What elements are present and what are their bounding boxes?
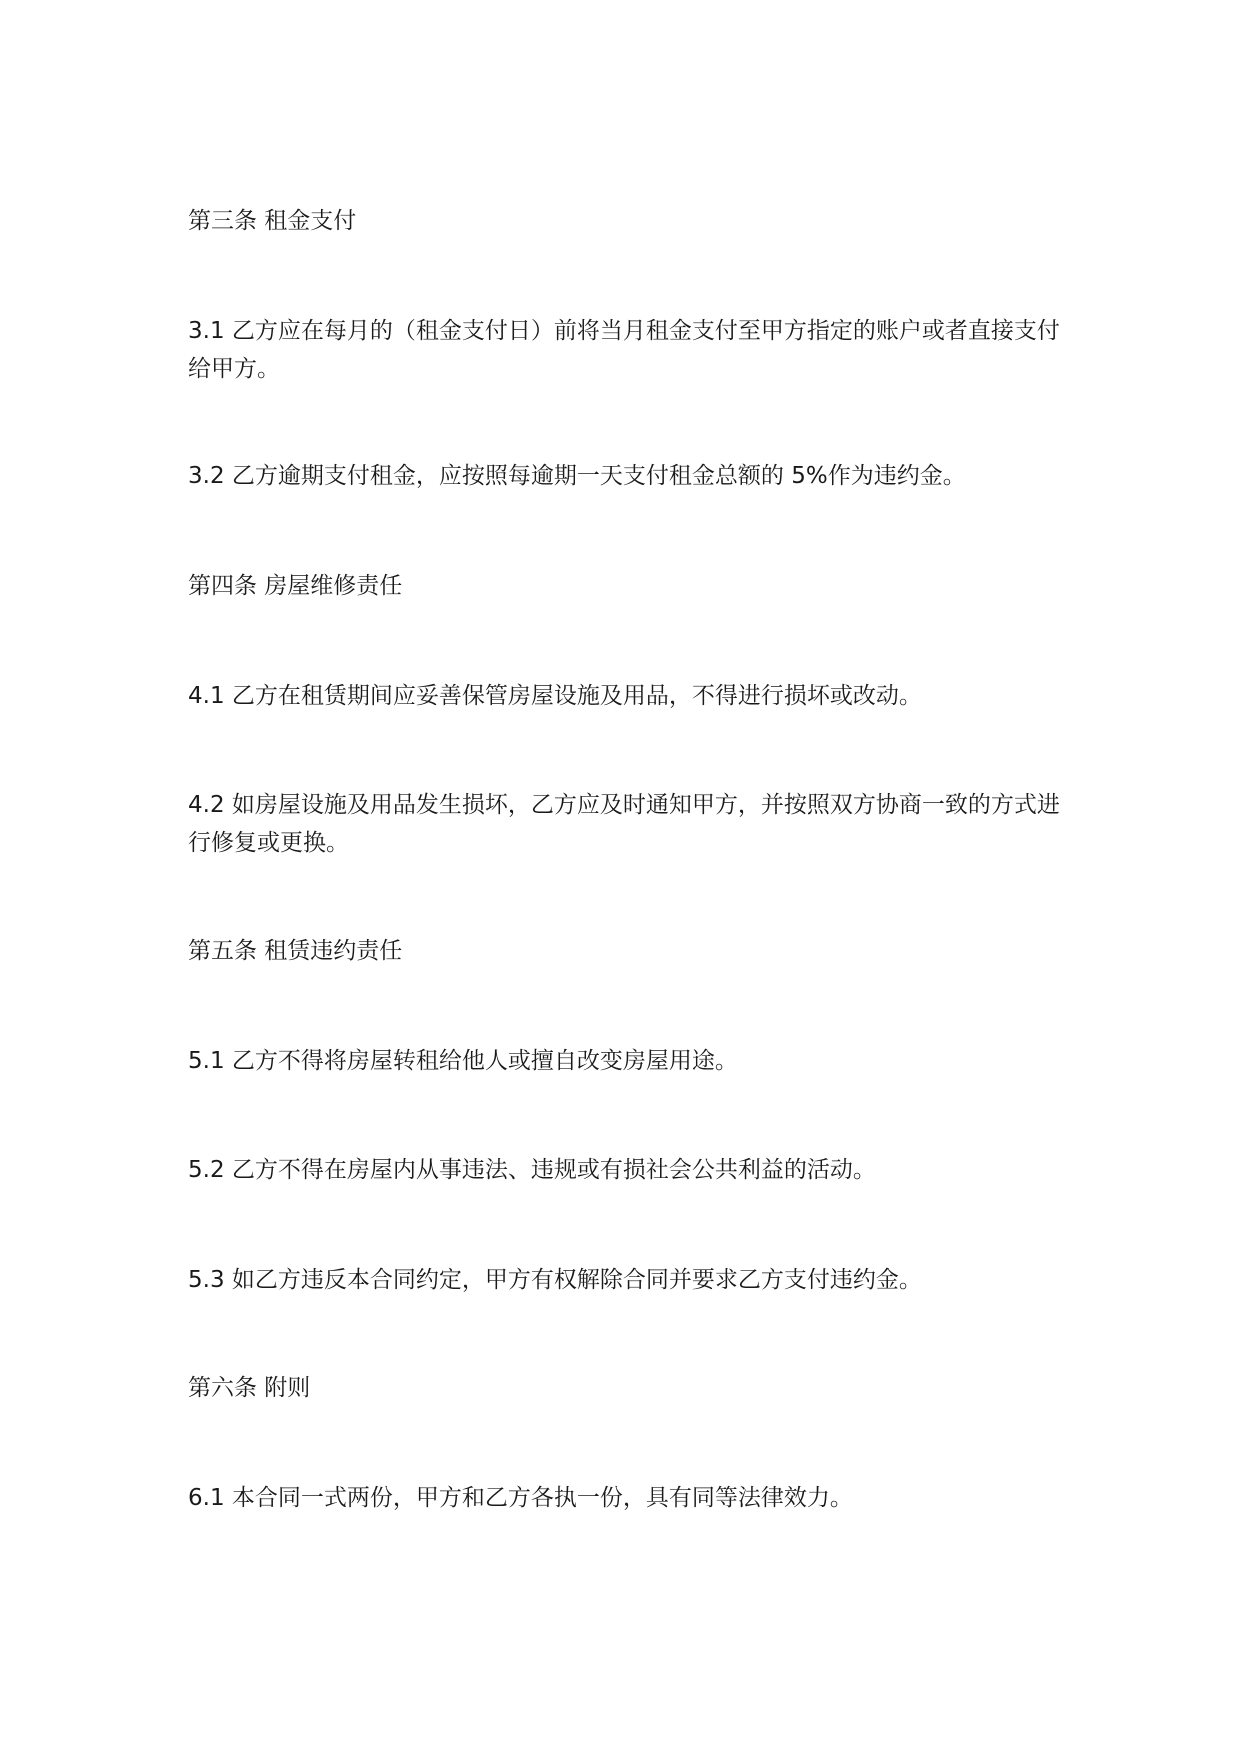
clause-3-1: 3.1 乙方应在每月的（租金支付日）前将当月租金支付至甲方指定的账户或者直接支付给甲方。 bbox=[188, 318, 1060, 382]
clause-4-2: 4.2 如房屋设施及用品发生损坏，乙方应及时通知甲方，并按照双方协商一致的方式进行修复或更换。 bbox=[188, 792, 1060, 856]
clause-5-1: 5.1 乙方不得将房屋转租给他人或擅自改变房屋用途。 bbox=[188, 1048, 738, 1074]
section-heading-6: 第六条 附则 bbox=[188, 1375, 311, 1401]
clause-4-1: 4.1 乙方在租赁期间应妥善保管房屋设施及用品，不得进行损坏或改动。 bbox=[188, 683, 922, 709]
clause-5-3: 5.3 如乙方违反本合同约定，甲方有权解除合同并要求乙方支付违约金。 bbox=[188, 1267, 922, 1293]
section-heading-4: 第四条 房屋维修责任 bbox=[188, 573, 403, 599]
clause-5-2: 5.2 乙方不得在房屋内从事违法、违规或有损社会公共利益的活动。 bbox=[188, 1157, 876, 1183]
clause-3-2: 3.2 乙方逾期支付租金，应按照每逾期一天支付租金总额的 5%作为违约金。 bbox=[188, 463, 966, 489]
clause-6-1: 6.1 本合同一式两份，甲方和乙方各执一份，具有同等法律效力。 bbox=[188, 1485, 853, 1511]
section-heading-3: 第三条 租金支付 bbox=[188, 208, 357, 234]
section-heading-5: 第五条 租赁违约责任 bbox=[188, 938, 403, 964]
